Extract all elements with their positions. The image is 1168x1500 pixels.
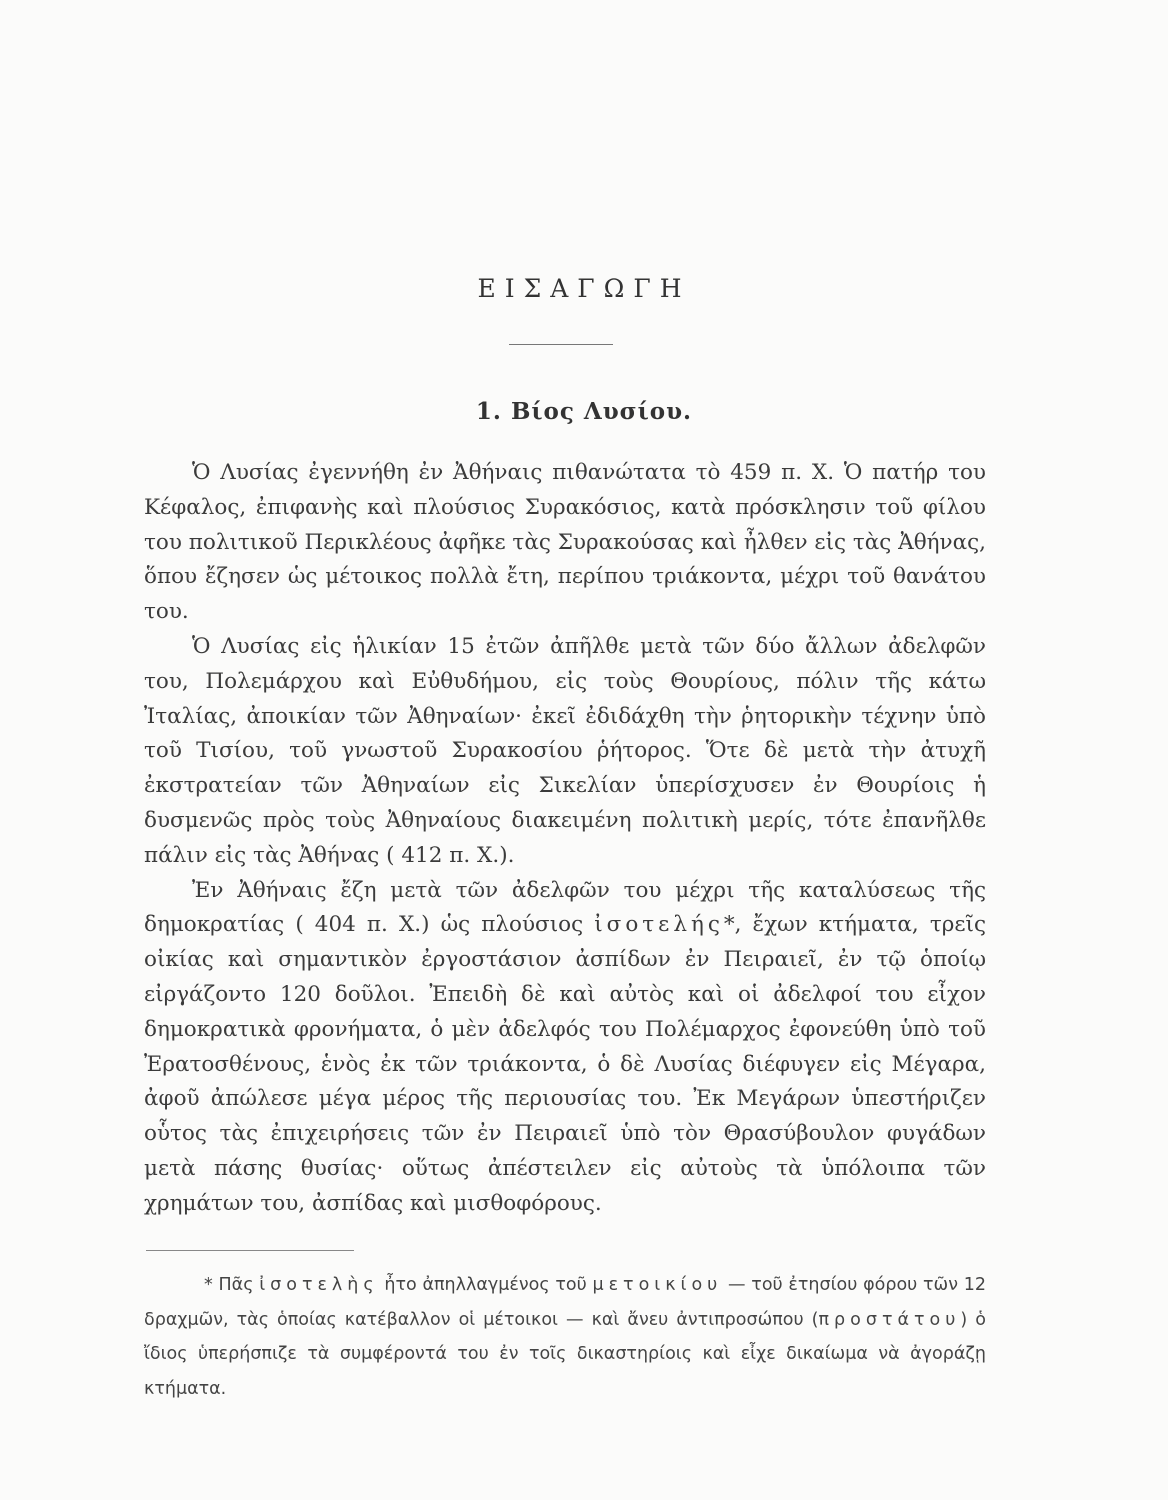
paragraph-3-text-b: *, ἔχων κτήματα, τρεῖς οἰκίας καὶ σημαντικὸν ἐργοστάσιον ἀσπίδων ἐν Πειραιεῖ, ἐν τῷ ὁποίῳ εἰργάζοντο 120 δοῦλοι. Ἐπειδὴ δὲ καὶ αὐτὸς καὶ οἱ ἀδελφοί του εἶχον δημοκρατικὰ φρονήματα, ὁ μὲν ἀδελφός του Πολέμαρχος ἐφονεύθη ὑπὸ τοῦ Ἐρατοσθένους, ἑνὸς ἐκ τῶν τριάκοντα, ὁ δὲ Λυσίας διέφυγεν εἰς Μέγαρα, ἀφοῦ ἀπώλεσε μέγα μέρος τῆς περιουσίας του. Ἐκ Μεγάρων ὑπεστήριζεν οὗτος τὰς ἐπιχειρήσεις τῶν ἐν Πειραιεῖ ὑπὸ τὸν Θρασύβουλον φυγάδων μετὰ πάσης θυσίας· οὕτως ἀπέστειλεν εἰς αὐτοὺς τὰ ὑπόλοιπα τῶν χρημάτων του, ἀσπίδας καὶ μισθοφόρους. bbox=[144, 912, 986, 1216]
footnote bbox=[144, 1268, 986, 1406]
paragraph-1: Ὁ Λυσίας ἐγεννήθη ἐν Ἀθήναις πιθανώτατα τὸ 459 π. Χ. Ὁ πατήρ του Κέφαλος, ἐπιφανὴς καὶ πλούσιος Συρακόσιος, κατὰ πρόσκλησιν τοῦ φίλου του πολιτικοῦ Περικλέους ἀφῆκε τὰς Συρακούσας καὶ ἦλθεν εἰς τὰς Ἀθήνας, ὅπου ἔζησεν ὡς μέτοικος πολλὰ ἔτη, περίπου τριάκοντα, μέχρι τοῦ θανάτου του. bbox=[144, 460, 986, 625]
paragraph-3-emphasis: ἰσοτελής bbox=[594, 912, 724, 938]
footnote-emphasis-isoteles: ἰσοτελὴς bbox=[259, 1275, 379, 1295]
footnote-emphasis-prostatou: προστάτου bbox=[818, 1309, 961, 1330]
footnote-text-e: — τοῦ ἐτησίου φόρου τῶν 12 δραχμῶν, τὰς ὁποίας κατέβαλλον οἱ μέτοικοι — καὶ ἄνευ ἀντιπροσώπου ( bbox=[144, 1275, 987, 1330]
paragraph-3-text-a: Ἐν Ἀθήναις ἔζη μετὰ τῶν ἀδελφῶν του μέχρι τῆς καταλύσεως τῆς δημοκρατίας ( 404 π. Χ.) ὡς πλούσιος bbox=[144, 877, 986, 938]
footnote-text-g: ) ὁ ἴδιος ὑπερήσπιζε τὰ συμφέροντά του ἐν τοῖς δικαστηρίοις καὶ εἶχε δικαίωμα νὰ ἀγοράζῃ κτήματα. bbox=[144, 1309, 986, 1399]
title-divider bbox=[509, 344, 613, 345]
footnote-text-c: ἦτο ἀπηλλαγμένος τοῦ bbox=[378, 1275, 593, 1295]
body-text bbox=[144, 456, 986, 1222]
page-title: ΕΙΣΑΓΩΓΗ bbox=[477, 274, 691, 303]
footnote-divider bbox=[146, 1250, 354, 1251]
footnote-emphasis-metoikiou: μετοικίου bbox=[592, 1275, 723, 1295]
section-heading: 1. Βίος Λυσίου. bbox=[475, 398, 693, 425]
footnote-text-a: * Πᾶς bbox=[204, 1275, 260, 1295]
paragraph-2: Ὁ Λυσίας εἰς ἡλικίαν 15 ἐτῶν ἀπῆλθε μετὰ τῶν δύο ἄλλων ἀδελφῶν του, Πολεμάρχου καὶ Εὐθυδήμου, εἰς τοὺς Θουρίους, πόλιν τῆς κάτω Ἰταλίας, ἀποικίαν τῶν Ἀθηναίων· ἐκεῖ ἐδιδάχθη τὴν ῥητορικὴν τέχνην ὑπὸ τοῦ Τισίου, τοῦ γνωστοῦ Συρακοσίου ῥήτορος. Ὅτε δὲ μετὰ τὴν ἀτυχῆ ἐκστρατείαν τῶν Ἀθηναίων εἰς Σικελίαν ὑπερίσχυσεν ἐν Θουρίοις ἡ δυσμενῶς πρὸς τοὺς Ἀθηναίους διακειμένη πολιτικὴ μερίς, τότε ἐπανῆλθε πάλιν εἰς τὰς Ἀθήνας ( 412 π. Χ.). bbox=[144, 633, 986, 868]
paragraph-3 bbox=[144, 874, 986, 1222]
